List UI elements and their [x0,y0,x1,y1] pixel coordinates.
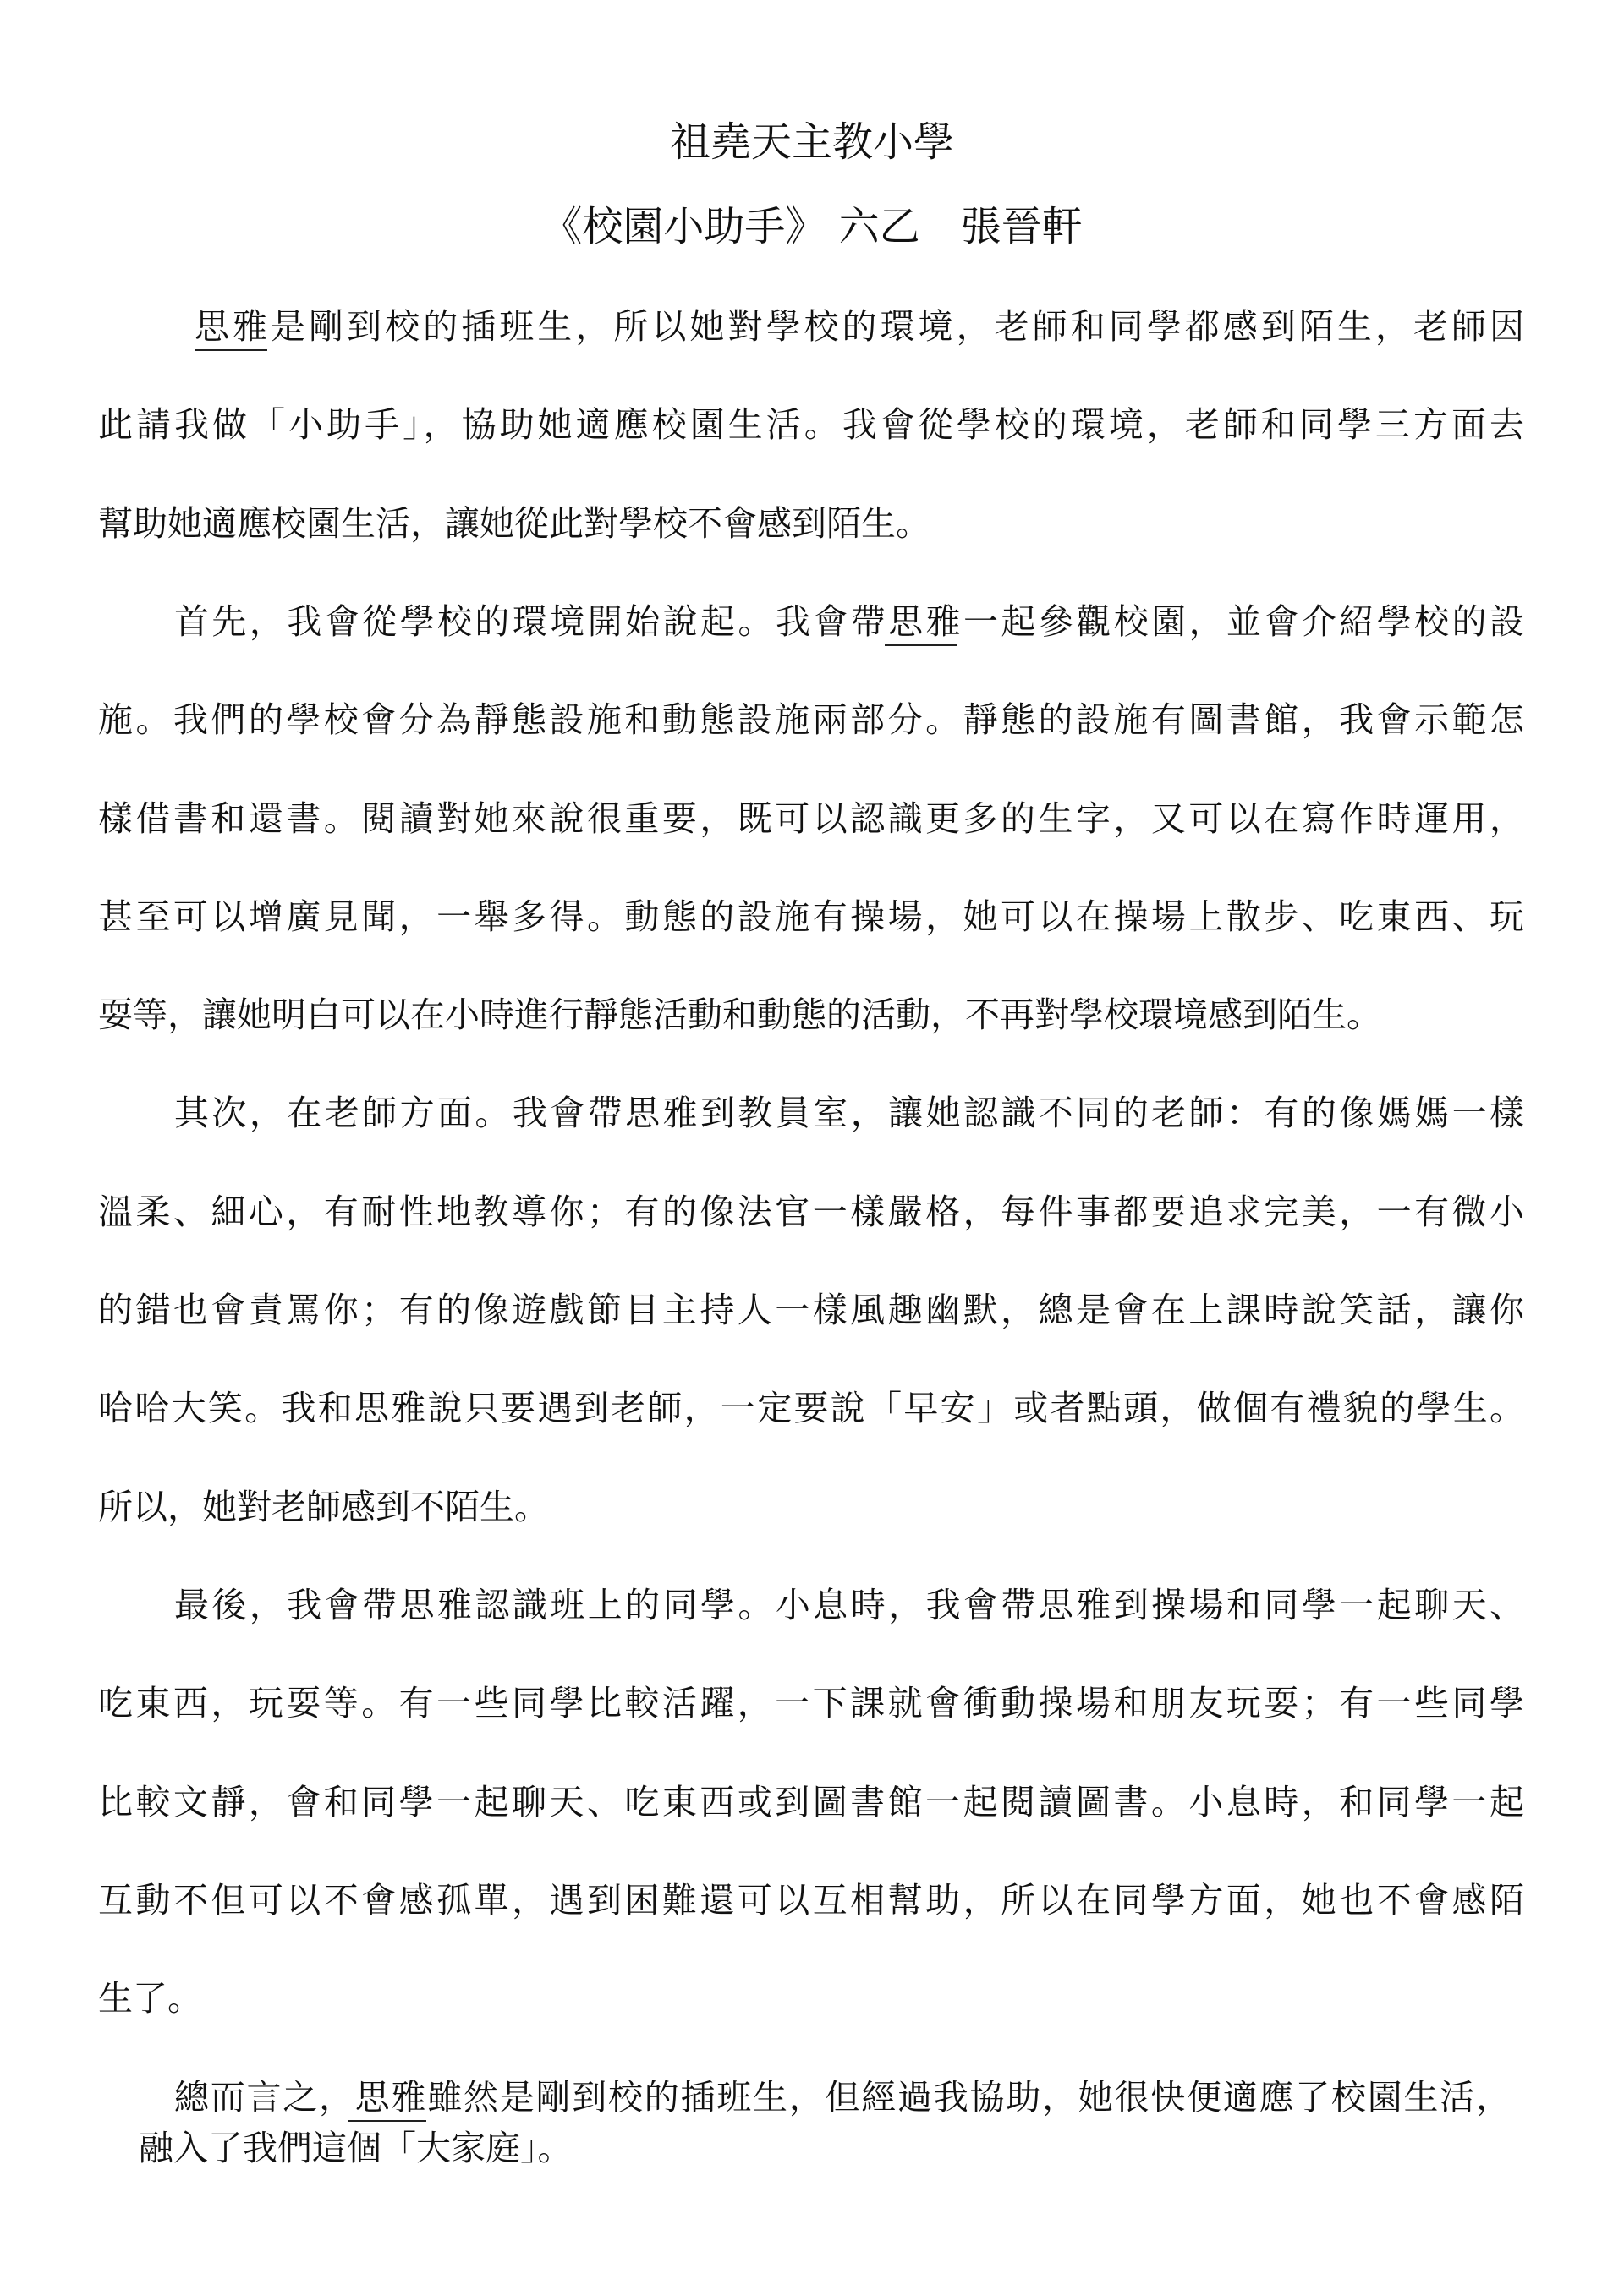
paragraph-line: 最後，我會帶思雅認識班上的同學。小息時，我會帶思雅到操場和同學一起聊天、 [174,1585,1524,1625]
paragraph-line: 其次，在老師方面。我會帶思雅到教員室，讓她認識不同的老師：有的像媽媽一樣 [174,1093,1524,1133]
paragraph-line: 首先，我會從學校的環境開始說起。我會帶思雅一起參觀校園，並會介紹學校的設 [174,601,1524,642]
paragraph-line: 比較文靜，會和同學一起聊天、吃東西或到圖書館一起閱讀圖書。小息時，和同學一起 [98,1782,1524,1822]
paragraph-line: 互動不但可以不會感孤單，遇到困難還可以互相幫助，所以在同學方面，她也不會感陌 [98,1880,1524,1921]
paragraph-line: 幫助她適應校園生活，讓她從此對學校不會感到陌生。 [98,503,930,544]
paragraph-line: 哈哈大笑。我和思雅說只要遇到老師，一定要說「早安」或者點頭，做個有禮貌的學生。 [98,1388,1524,1428]
paragraph-line: 生了。 [98,1978,202,2019]
paragraph-line: 此請我做「小助手」，協助她適應校園生活。我會從學校的環境，老師和同學三方面去 [98,404,1524,445]
paragraph-line: 耍等，讓她明白可以在小時進行靜態活動和動態的活動，不再對學校環境感到陌生。 [98,995,1381,1035]
paragraph-line: 樣借書和還書。閱讀對她來說很重要，既可以認識更多的生字，又可以在寫作時運用， [98,798,1524,839]
school-name: 祖堯天主教小學 [669,118,954,166]
name-underline [348,2120,426,2122]
name-underline [195,349,267,351]
paragraph-line: 甚至可以增廣見聞，一舉多得。動態的設施有操場，她可以在操場上散步、吃東西、玩 [98,896,1524,937]
paragraph-line: 施。我們的學校會分為靜態設施和動態設施兩部分。靜態的設施有圖書館，我會示範怎 [98,699,1524,740]
essay-title: 《校園小助手》 六乙 張晉軒 [541,203,1083,250]
paragraph-line: 吃東西，玩耍等。有一些同學比較活躍，一下課就會衝動操場和朋友玩耍；有一些同學 [98,1683,1524,1723]
paragraph-line: 所以，她對老師感到不陌生。 [98,1487,549,1527]
paragraph-line: 的錯也會責罵你；有的像遊戲節目主持人一樣風趣幽默，總是會在上課時說笑話，讓你 [98,1290,1524,1330]
paragraph-line: 思雅是剛到校的插班生，所以她對學校的環境，老師和同學都感到陌生，老師因 [195,306,1524,347]
paragraph-line: 溫柔、細心，有耐性地教導你；有的像法官一樣嚴格，每件事都要追求完美，一有微小 [98,1192,1524,1232]
name-underline [885,644,957,646]
paragraph-line: 融入了我們這個「大家庭」。 [139,2128,573,2168]
paragraph-line: 總而言之，思雅雖然是剛到校的插班生，但經過我協助，她很快便適應了校園生活， [174,2077,1511,2118]
